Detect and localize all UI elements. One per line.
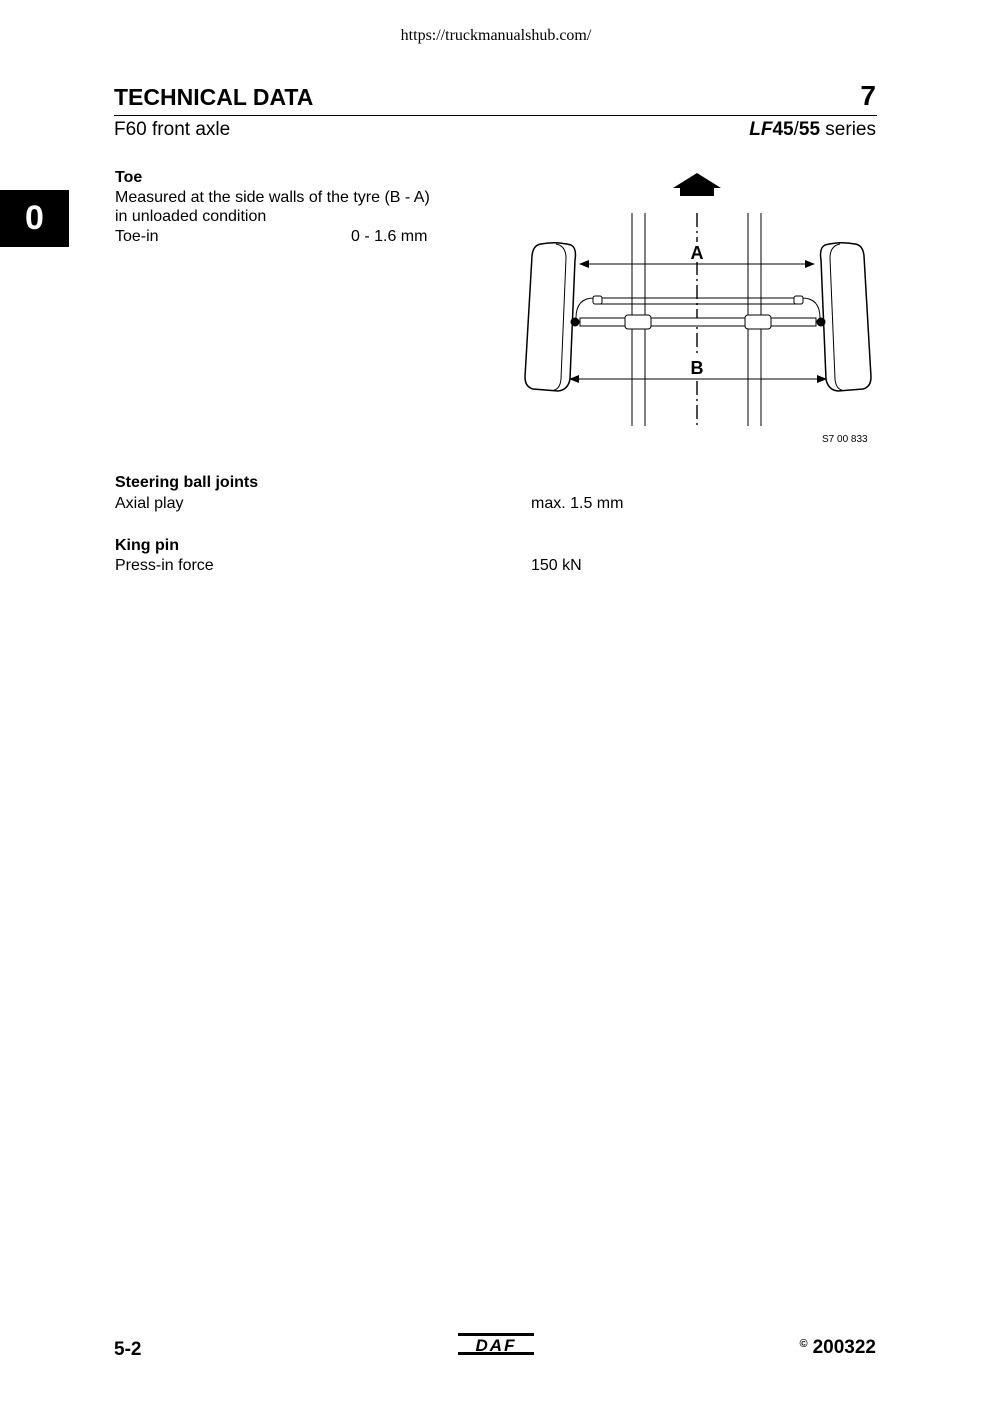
- series-number-1: 45: [772, 119, 794, 140]
- axial-play-value: max. 1.5 mm: [531, 495, 624, 512]
- direction-arrow-icon: [673, 173, 721, 196]
- copyright-symbol: ©: [799, 1338, 808, 1350]
- series-slash: /: [793, 119, 799, 140]
- series-number-2: 55: [798, 119, 821, 140]
- king-pin-heading: King pin: [115, 537, 179, 554]
- left-wheel: [525, 243, 580, 391]
- series-label: [749, 119, 876, 141]
- toe-in-value: 0 - 1.6 mm: [351, 228, 428, 245]
- toe-heading: Toe: [115, 169, 143, 186]
- steering-ball-joints-heading: Steering ball joints: [115, 474, 259, 491]
- figure-code: S7 00 833: [822, 434, 868, 445]
- page-number: 5-2: [114, 1339, 142, 1360]
- label-a: A: [690, 243, 704, 263]
- tie-rod: [576, 296, 820, 318]
- toe-description-line1: Measured at the side walls of the tyre (B - A): [115, 189, 430, 206]
- axial-play-label: Axial play: [115, 495, 184, 512]
- series-word: series: [820, 119, 876, 140]
- section-subtitle: F60 front axle: [114, 119, 231, 140]
- copyright-code: [799, 1337, 876, 1359]
- header-rule: [114, 115, 877, 116]
- daf-logo: [458, 1333, 534, 1357]
- toe-in-label: Toe-in: [115, 228, 159, 245]
- page-title: TECHNICAL DATA: [114, 84, 314, 110]
- source-url[interactable]: https://truckmanualshub.com/: [400, 27, 592, 44]
- chapter-number: 7: [860, 80, 876, 111]
- toe-description-line2: in unloaded condition: [115, 208, 267, 225]
- series-italic: LF: [749, 119, 773, 140]
- press-in-force-value: 150 kN: [531, 557, 582, 574]
- label-b: B: [690, 358, 704, 378]
- chapter-tab: 0: [0, 190, 69, 247]
- press-in-force-label: Press-in force: [115, 557, 214, 574]
- toe-diagram: [518, 168, 878, 430]
- document-code: 200322: [812, 1337, 876, 1358]
- right-wheel: [817, 243, 872, 391]
- daf-logo-text: DAF: [475, 1336, 517, 1355]
- axle-beam: [580, 315, 816, 329]
